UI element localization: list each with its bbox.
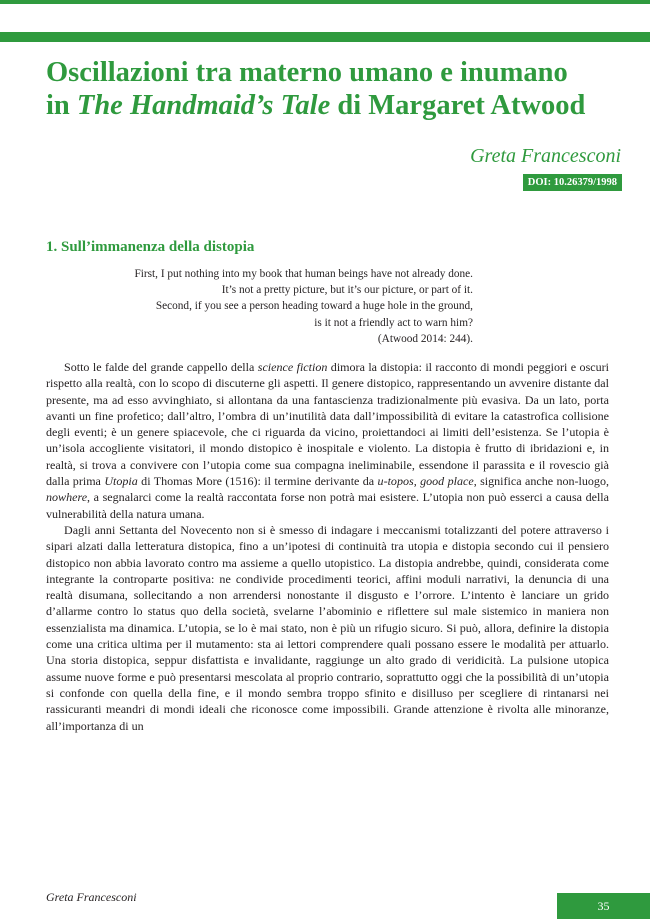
footer-author: Greta Francesconi xyxy=(46,890,137,904)
title-line-1: Oscillazioni tra materno umano e inumano xyxy=(46,57,568,88)
title-line-2-pre: in xyxy=(46,90,77,121)
title-work-italic: The Handmaid’s Tale xyxy=(76,90,331,121)
title-line-2-post: di Margaret Atwood xyxy=(330,90,586,121)
epigraph-citation: (Atwood 2014: 244). xyxy=(377,332,473,345)
page-number-badge: 35 xyxy=(557,893,650,919)
epigraph xyxy=(134,266,473,347)
epigraph-line: It’s not a pretty picture, but it’s our picture, or part of it. xyxy=(221,284,473,297)
section-heading: 1. Sull’immanenza della distopia xyxy=(46,239,255,255)
paragraph-1: Sotto le falde del grande cappello della science fiction dimora la distopia: il racconto di mondi peggiori e oscuri rispetto alla realtà, con lo scopo di discuterne gli aspetti. Il genere distopico, rappresentando un avvenire distante dal presente, ma ad esso avvinghiato, si allontana da una fantascienza tradizionalmente più evasiva. Da un lato, porta avanti un fine profetico; dall’altro, l’ombra di un’inutilità data dall’impossibilità di evitare la catastrofica collisione degli eventi; è un genere spiacevole, che ci riguarda da vicino, proiettandoci ai limiti dell’esistenza. Se l’utopia è un’isola accogliente visitatori, il mondo distopico è inospitale e violento. La distopia è frutto di ibridazioni e, in realtà, si trova a convivere con l’utopia come sua compagna ineliminabile, essendone il parassita e il rovescio già dalla prima Utopia di Thomas More (1516): il termine derivante da u-topos, good place, significa anche non-luogo, nowhere, a segnalarci come la realtà raccontata forse non potrà mai esistere. L’utopia non può esserci a causa della vulnerabilità della natura umana. xyxy=(46,360,609,521)
top-accent-bar xyxy=(0,0,650,4)
epigraph-line: Second, if you see a person heading toward a huge hole in the ground, xyxy=(155,300,473,313)
paragraph-2: Dagli anni Settanta del Novecento non si è smesso di indagare i meccanismi totalizzanti del potere attraverso i sipari alzati dalla letteratura distopica, fino a un’ipotesi di continuità tra utopia e distopia secondo cui il pensiero distopico non abbia lavorato contro ma assieme a quello utopistico. La distopia andrebbe, quindi, considerata come integrante la controparte positiva: ne condivide procedimenti teorici, affini moduli narrativi, la denuncia di una realtà disumana, sollecitando a non arrendersi nonostante il disgusto e l’orrore. L’intento è lanciare un grido d’allarme contro lo status quo della società, svelarne l’abominio e riflettere sul male sistemico in maniera non essenzialista ma dinamica. L’utopia, se lo è mai stato, non è più un rifugio sicuro. Si può, allora, definire la distopia come una critica ultima per il mutamento: sta ai lettori comprendere quali possano essere le modalità per attuarlo. Una storia distopica, seppur disfattista e invalidante, raggiunge un alto grado di veridicità. La pulsione utopica assume nuove forme e può presentarsi mescolata al proprio contrario, soprattutto oggi che la possibilità di un’utopia si confonde con quella della fine, e il mondo sembra troppo sfinito e disilluso per scegliere di rintanarsi nei rassicuranti meandri di mondi ideali che riconosce come impossibili. Grande attenzione è rivolta alle minoranze, all’importanza di un xyxy=(46,522,609,733)
article-author: Greta Francesconi xyxy=(470,145,621,167)
article-title xyxy=(46,56,636,122)
article-body xyxy=(46,359,609,734)
header-accent-bar xyxy=(0,32,650,42)
doi-badge[interactable]: DOI: 10.26379/1998 xyxy=(523,174,622,191)
epigraph-line: First, I put nothing into my book that human beings have not already done. xyxy=(134,268,473,280)
epigraph-line: is it not a friendly act to warn him? xyxy=(314,316,473,329)
